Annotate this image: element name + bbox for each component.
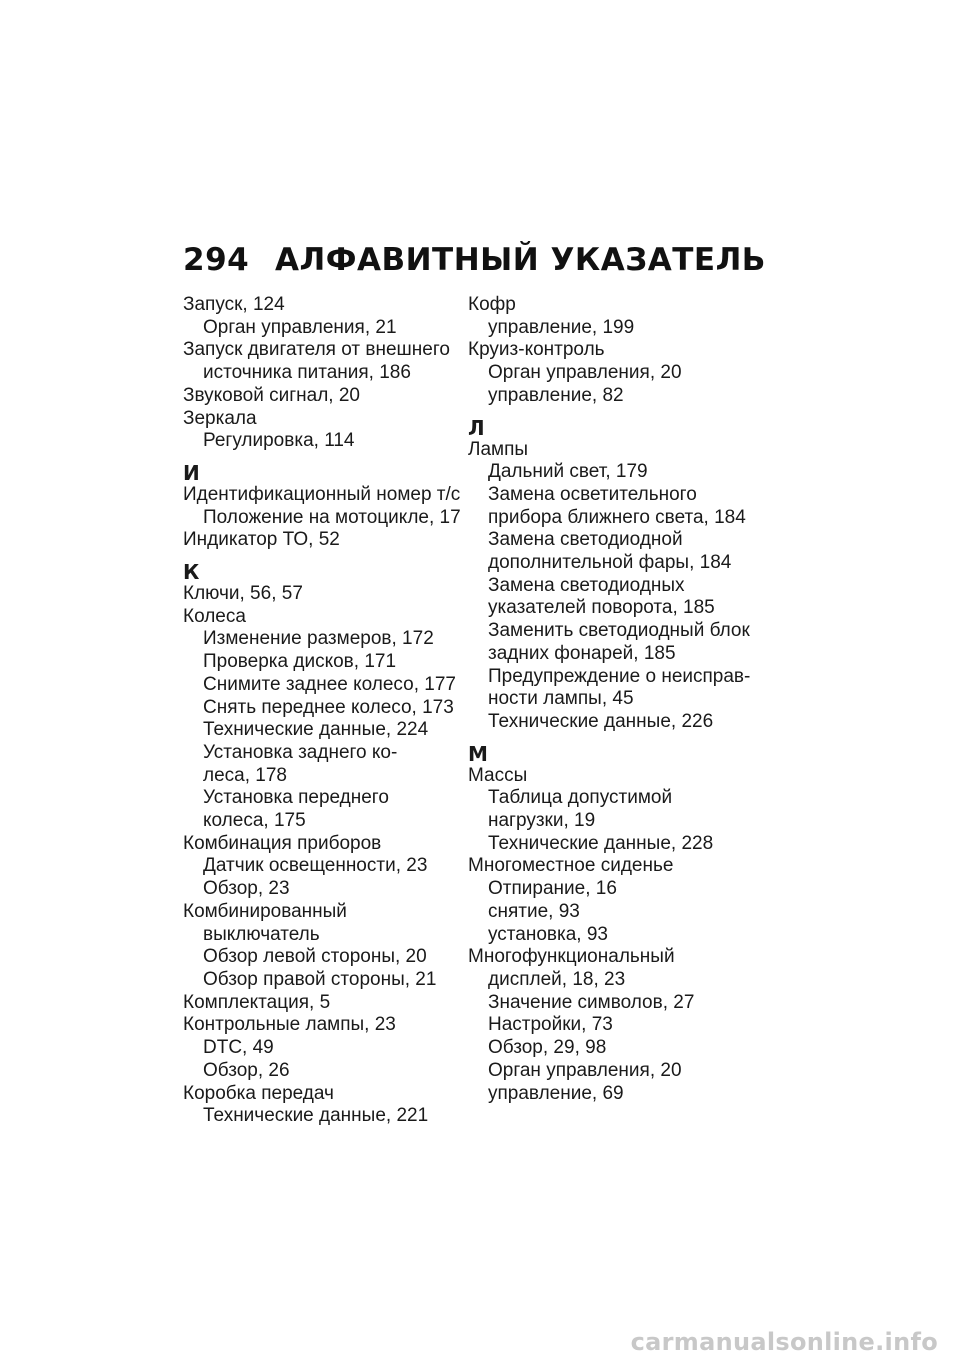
index-entry: Идентификационный номер т/с bbox=[183, 483, 461, 505]
index-subentry: Значение символов, 27 bbox=[488, 991, 695, 1013]
index-subentry: Обзор, 29, 98 bbox=[488, 1037, 607, 1059]
index-subentry: Предупреждение о неисправ- bbox=[488, 665, 751, 687]
section-letter: И bbox=[183, 460, 200, 485]
index-subentry: дисплей, 18, 23 bbox=[488, 968, 626, 990]
index-subentry: Технические данные, 224 bbox=[203, 719, 429, 741]
index-subentry: Заменить светодиодный блок bbox=[488, 620, 750, 642]
index-subentry: Снять переднее колесо, 173 bbox=[203, 696, 454, 718]
index-subentry: Технические данные, 221 bbox=[203, 1105, 429, 1127]
index-subentry: установка, 93 bbox=[488, 923, 608, 945]
index-entry: Зеркала bbox=[183, 407, 257, 429]
page-number: 294 bbox=[183, 242, 250, 278]
index-subentry: выключатель bbox=[203, 923, 320, 945]
page-title: АЛФАВИТНЫЙ УКАЗАТЕЛЬ bbox=[275, 242, 766, 278]
index-entry: Многофункциональный bbox=[468, 946, 675, 968]
index-subentry: Замена светодиодной bbox=[488, 529, 683, 551]
index-entry: Комбинированный bbox=[183, 900, 347, 922]
index-entry: Круиз-контроль bbox=[468, 339, 605, 361]
watermark: carmanualsonline.info bbox=[630, 1328, 938, 1356]
index-subentry: Замена светодиодных bbox=[488, 574, 685, 596]
section-letter: Л bbox=[468, 415, 485, 440]
index-subentry: DTC, 49 bbox=[203, 1037, 274, 1059]
index-subentry: нагрузки, 19 bbox=[488, 810, 596, 832]
index-entry: Комбинация приборов bbox=[183, 832, 382, 854]
index-subentry: Обзор, 26 bbox=[203, 1059, 290, 1081]
index-subentry: Настройки, 73 bbox=[488, 1014, 613, 1036]
index-subentry: колеса, 175 bbox=[203, 810, 306, 832]
index-subentry: управление, 69 bbox=[488, 1082, 624, 1104]
index-entry: Многоместное сиденье bbox=[468, 855, 674, 877]
section-letter: К bbox=[183, 560, 200, 585]
index-subentry: ности лампы, 45 bbox=[488, 688, 634, 710]
index-entry: Запуск двигателя от внешнего bbox=[183, 339, 450, 361]
index-subentry: задних фонарей, 185 bbox=[488, 642, 676, 664]
index-subentry: Установка заднего ко- bbox=[203, 741, 398, 763]
index-subentry: Положение на мотоцикле, 17 bbox=[203, 506, 461, 528]
index-column-right bbox=[468, 294, 751, 1105]
index-subentry: Орган управления, 20 bbox=[488, 362, 682, 384]
index-subentry: Датчик освещенности, 23 bbox=[203, 855, 428, 877]
index-entry: Запуск, 124 bbox=[183, 294, 285, 315]
index-entry: Коробка передач bbox=[183, 1082, 334, 1104]
index-subentry: дополнительной фары, 184 bbox=[488, 552, 732, 574]
index-subentry: прибора ближнего света, 184 bbox=[488, 506, 746, 528]
page-header bbox=[183, 240, 766, 280]
index-entry: Комплектация, 5 bbox=[183, 991, 331, 1013]
index-entry: Контрольные лампы, 23 bbox=[183, 1014, 396, 1036]
index-subentry: Таблица допустимой bbox=[488, 787, 673, 809]
index-subentry: снятие, 93 bbox=[488, 900, 580, 922]
index-subentry: Орган управления, 20 bbox=[488, 1059, 682, 1081]
index-subentry: Обзор правой стороны, 21 bbox=[203, 968, 437, 990]
index-subentry: управление, 82 bbox=[488, 384, 624, 406]
index-column-left bbox=[183, 294, 461, 1128]
index-subentry: источника питания, 186 bbox=[203, 362, 411, 384]
index-subentry: Дальний свет, 179 bbox=[488, 461, 648, 483]
index-subentry: управление, 199 bbox=[488, 316, 635, 338]
index-entry: Колеса bbox=[183, 605, 246, 627]
index-subentry: Орган управления, 21 bbox=[203, 316, 397, 338]
index-entry: Звуковой сигнал, 20 bbox=[183, 384, 360, 406]
index-subentry: Замена осветительного bbox=[488, 483, 697, 505]
index-subentry: Изменение размеров, 172 bbox=[203, 628, 434, 650]
index-entry: Массы bbox=[468, 764, 528, 786]
index-entry: Индикатор ТО, 52 bbox=[183, 529, 340, 551]
index-entry: Лампы bbox=[468, 438, 529, 460]
index-subentry: Проверка дисков, 171 bbox=[203, 651, 397, 673]
index-subentry: Технические данные, 226 bbox=[488, 710, 714, 732]
index-subentry: Обзор левой стороны, 20 bbox=[203, 946, 427, 968]
index-subentry: Установка переднего bbox=[203, 787, 389, 809]
index-subentry: Регулировка, 114 bbox=[203, 430, 355, 452]
index-subentry: Обзор, 23 bbox=[203, 878, 290, 900]
index-subentry: Отпирание, 16 bbox=[488, 878, 617, 900]
section-letter: М bbox=[468, 741, 488, 766]
index-subentry: Технические данные, 228 bbox=[488, 832, 714, 854]
index-subentry: Снимите заднее колесо, 177 bbox=[203, 673, 456, 695]
index-entry: Кофр bbox=[468, 294, 516, 315]
index-entry: Ключи, 56, 57 bbox=[183, 583, 303, 605]
index-subentry: указателей поворота, 185 bbox=[488, 597, 715, 619]
index-subentry: леса, 178 bbox=[203, 764, 287, 786]
